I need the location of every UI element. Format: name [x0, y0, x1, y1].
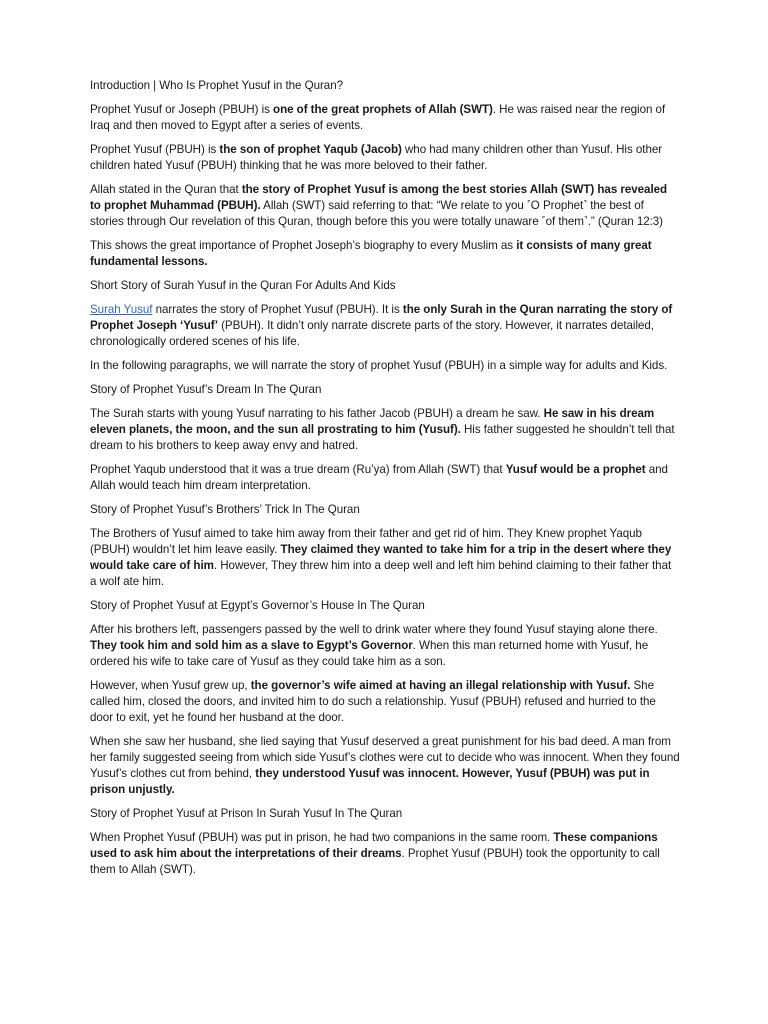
bold-text: Yusuf would be a prophet: [505, 463, 646, 476]
bold-text: it consists of many great fundamental lessons.: [90, 239, 652, 268]
text-span: When she saw her husband, she lied saying that Yusuf deserved a great punishment for his bad deed. A man from her family suggested seeing from which side Yusuf’s clothes were cut to decide who was innocent. When they found Yusuf’s clothes cut from behind,: [90, 735, 680, 780]
document-page: [90, 78, 680, 886]
paragraph-well: [90, 622, 680, 670]
paragraph-prison-unjust: [90, 734, 680, 798]
bold-text: They took him and sold him as a slave to Egypt’s Governor: [90, 639, 413, 652]
text-span: The Surah starts with young Yusuf narrating to his father Jacob (PBUH) a dream he saw.: [90, 407, 544, 420]
text-span: Allah (SWT) said referring to that: “We relate to you ˹O Prophet˺ the best of stories through Our revelation of this Quran, though before this you were totally unaware ˹of them˺.” (Quran 12:3): [90, 199, 663, 228]
bold-text: one of the great prophets of Allah (SWT): [273, 103, 493, 116]
text-span: Story of Prophet Yusuf’s Dream In The Quran: [90, 383, 322, 396]
paragraph-companions: [90, 830, 680, 878]
text-span: In the following paragraphs, we will narrate the story of prophet Yusuf (PBUH) in a simple way for adults and Kids.: [90, 359, 668, 372]
text-span: . Prophet Yusuf (PBUH) took the opportunity to call them to Allah (SWT).: [90, 847, 660, 876]
paragraph-following: [90, 358, 680, 374]
bold-text: the son of prophet Yaqub (Jacob): [219, 143, 402, 156]
paragraph-son-of-yaqub: [90, 142, 680, 174]
text-span: . However, They threw him into a deep well and left him behind claiming to their father that a wolf ate him.: [90, 559, 672, 588]
section-heading-brothers-trick: [90, 502, 680, 518]
text-span: Short Story of Surah Yusuf in the Quran For Adults And Kids: [90, 279, 396, 292]
text-span: narrates the story of Prophet Yusuf (PBUH). It is: [152, 303, 403, 316]
text-span: Story of Prophet Yusuf at Prison In Surah Yusuf In The Quran: [90, 807, 403, 820]
text-span: Story of Prophet Yusuf at Egypt’s Governor’s House In The Quran: [90, 599, 425, 612]
text-span: . He was raised near the region of Iraq and then moved to Egypt after a series of events.: [90, 103, 666, 132]
paragraph-importance: [90, 238, 680, 270]
bold-text: They claimed they wanted to take him for a trip in the desert where they would take care of him: [90, 543, 672, 572]
paragraph-best-stories: [90, 182, 680, 230]
bold-text: the story of Prophet Yusuf is among the best stories Allah (SWT) has revealed to prophet Muhammad (PBUH).: [90, 183, 668, 212]
text-span: Story of Prophet Yusuf’s Brothers’ Trick In The Quran: [90, 503, 360, 516]
bold-text: These companions used to ask him about the interpretations of their dreams: [90, 831, 658, 860]
text-span: . When this man returned home with Yusuf, he ordered his wife to take care of Yusuf as they could take him as a son.: [90, 639, 649, 668]
section-heading-governor-house: [90, 598, 680, 614]
paragraph-governor-wife: [90, 678, 680, 726]
bold-text: the governor’s wife aimed at having an illegal relationship with Yusuf.: [250, 679, 631, 692]
paragraph-surah-yusuf: [90, 302, 680, 350]
section-heading-dream: [90, 382, 680, 398]
text-span: After his brothers left, passengers passed by the well to drink water where they found Yusuf staying alone there.: [90, 623, 658, 636]
section-heading-introduction: [90, 78, 680, 94]
bold-text: they understood Yusuf was innocent. However, Yusuf (PBUH) was put in prison unjustly.: [90, 767, 650, 796]
surah-yusuf-link[interactable]: Surah Yusuf: [90, 303, 153, 316]
text-span: Introduction | Who Is Prophet Yusuf in the Quran?: [90, 79, 343, 92]
text-span: Prophet Yaqub understood that it was a true dream (Ru’ya) from Allah (SWT) that: [90, 463, 506, 476]
paragraph-intro: [90, 102, 680, 134]
section-heading-prison: [90, 806, 680, 822]
text-span: (PBUH). It didn’t only narrate discrete parts of the story. However, it narrates detailed, chronologically ordered scenes of his life.: [90, 319, 654, 348]
text-span: who had many children other than Yusuf. His other children hated Yusuf (PBUH) thinking that he was more beloved to their father.: [90, 143, 663, 172]
section-heading-short-story: [90, 278, 680, 294]
text-span: His father suggested he shouldn’t tell that dream to his brothers to keep away envy and hatred.: [90, 423, 675, 452]
text-span: This shows the great importance of Prophet Joseph’s biography to every Muslim as: [90, 239, 517, 252]
text-span: She called him, closed the doors, and invited him to do such a relationship. Yusuf (PBUH) refused and hurried to the door to exit, yet he found her husband at the door.: [90, 679, 656, 724]
text-span: Allah stated in the Quran that: [90, 183, 242, 196]
text-span: The Brothers of Yusuf aimed to take him away from their father and get rid of him. They Knew prophet Yaqub (PBUH) wouldn’t let him leave easily.: [90, 527, 642, 556]
text-span: When Prophet Yusuf (PBUH) was put in prison, he had two companions in the same room.: [90, 831, 554, 844]
text-span: and Allah would teach him dream interpretation.: [90, 463, 668, 492]
paragraph-dream: [90, 406, 680, 454]
text-span: Prophet Yusuf or Joseph (PBUH) is: [90, 103, 274, 116]
bold-text: the only Surah in the Quran narrating the story of Prophet Joseph ‘Yusuf’: [90, 303, 673, 332]
text-span: Prophet Yusuf (PBUH) is: [90, 143, 220, 156]
bold-text: He saw in his dream eleven planets, the moon, and the sun all prostrating to him (Yusuf).: [90, 407, 655, 436]
paragraph-brothers: [90, 526, 680, 590]
text-span: However, when Yusuf grew up,: [90, 679, 251, 692]
paragraph-true-dream: [90, 462, 680, 494]
